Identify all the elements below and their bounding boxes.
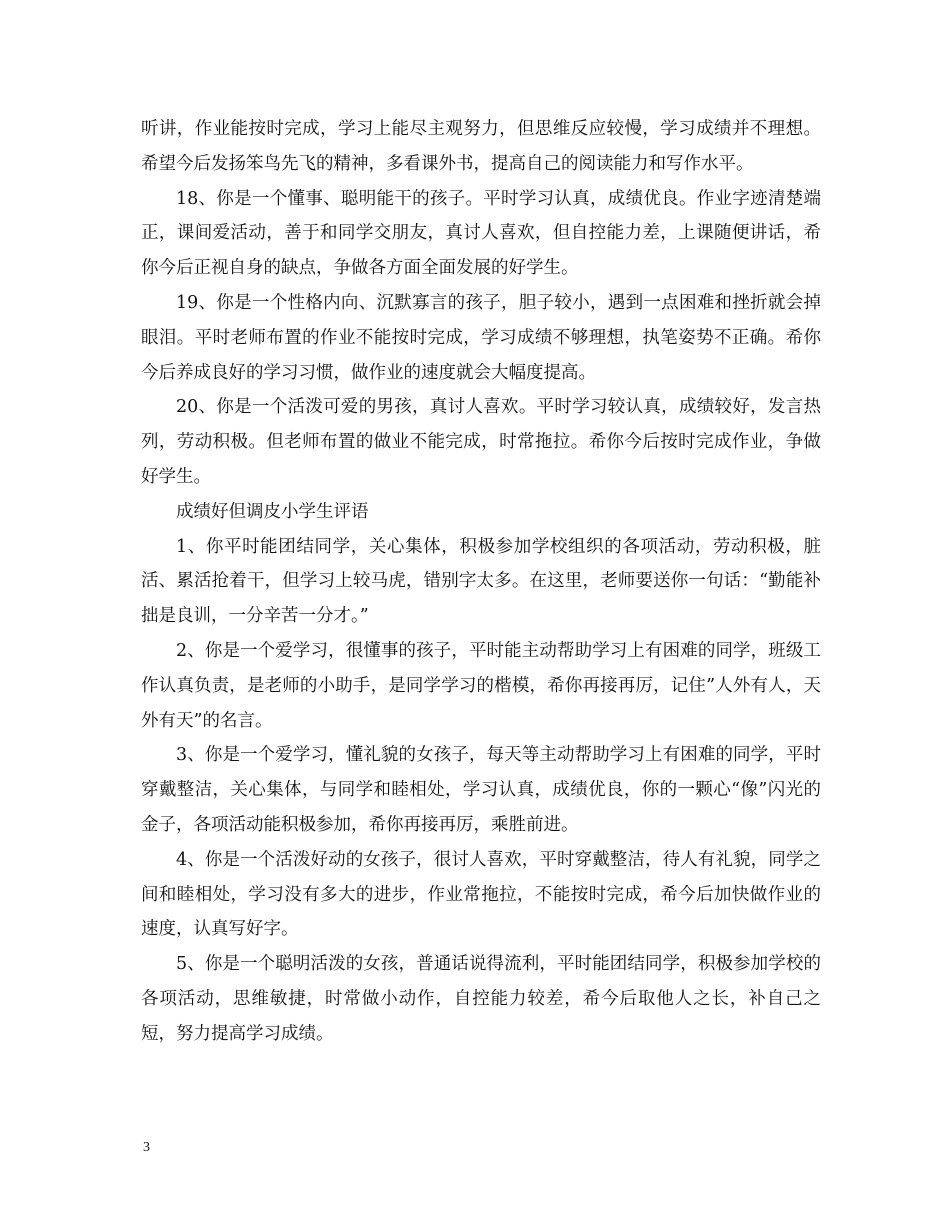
paragraph-comment-4: 4、你是一个活泼好动的女孩子，很讨人喜欢，平时穿戴整洁，待人有礼貌，同学之间和睦相处，学习没有多大的进步，作业常拖拉，不能按时完成，希今后加快做作业的速度，认真写好字。	[141, 849, 821, 940]
paragraph-comment-19: 19、你是一个性格内向、沉默寡言的孩子，胆子较小，遇到一点困难和挫折就会掉眼泪。平时老师布置的作业不能按时完成，学习成绩不够理想，执笔姿势不正确。希你今后养成良好的学习习惯，做作业的速度就会大幅度提高。	[141, 292, 821, 383]
paragraph-comment-18: 18、你是一个懂事、聪明能干的孩子。平时学习认真，成绩优良。作业字迹清楚端正，课间爱活动，善于和同学交朋友，真讨人喜欢，但自控能力差，上课随便讲话，希你今后正视自身的缺点，争做各方面全面发展的好学生。	[141, 188, 821, 279]
paragraph-comment-2: 2、你是一个爱学习，很懂事的孩子，平时能主动帮助学习上有困难的同学，班级工作认真负责，是老师的小助手，是同学学习的楷模，希你再接再厉，记住”人外有人，天外有天”的名言。	[141, 640, 821, 731]
paragraph-comment-5: 5、你是一个聪明活泼的女孩，普通话说得流利，平时能团结同学，积极参加学校的各项活动，思维敏捷，时常做小动作，自控能力较差，希今后取他人之长，补自己之短，努力提高学习成绩。	[141, 954, 821, 1044]
paragraph-comment-20: 20、你是一个活泼可爱的男孩，真讨人喜欢。平时学习较认真，成绩较好，发言热列，劳动积极。但老师布置的做业不能完成，时常拖拉。希你今后按时完成作业，争做好学生。	[141, 397, 821, 487]
page-number: 3	[143, 1140, 150, 1155]
paragraph-comment-1: 1、你平时能团结同学，关心集体，积极参加学校组织的各项活动，劳动积极，脏活、累活抢着干，但学习上较马虎，错别字太多。在这里，老师要送你一句话：“勤能补拙是良训，一分辛苦一分才。”	[141, 536, 821, 627]
paragraph-continued: 听讲，作业能按时完成，学习上能尽主观努力，但思维反应较慢，学习成绩并不理想。希望今后发扬笨鸟先飞的精神，多看课外书，提高自己的阅读能力和写作水平。	[141, 119, 821, 174]
document-body	[141, 112, 821, 1052]
section-heading: 成绩好但调皮小学生评语	[176, 501, 369, 522]
paragraph-comment-3: 3、你是一个爱学习，懂礼貌的女孩子，每天等主动帮助学习上有困难的同学，平时穿戴整洁，关心集体，与同学和睦相处，学习认真，成绩优良，你的一颗心“像”闪光的金子，各项活动能积极参加，希你再接再厉，乘胜前进。	[141, 745, 821, 835]
